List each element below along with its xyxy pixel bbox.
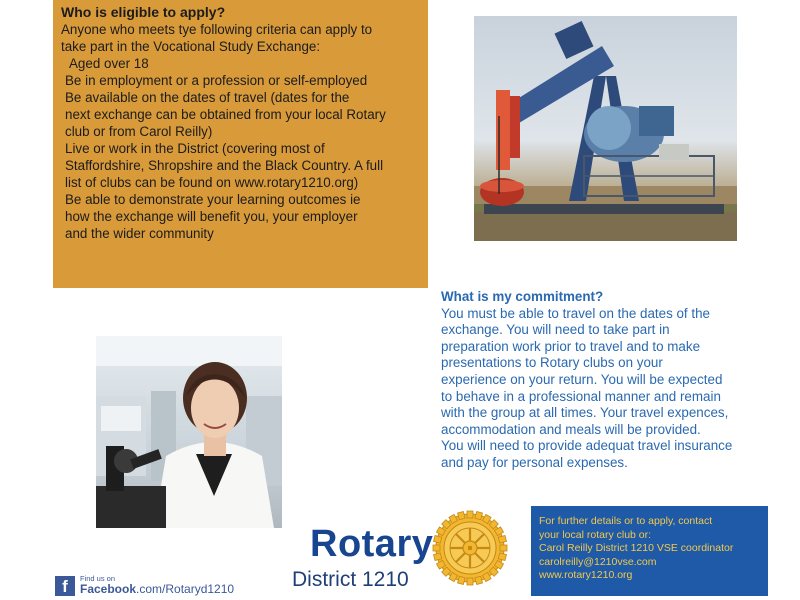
commitment-line: experience on your return. You will be expected xyxy=(441,371,723,387)
commitment-line: to behave in a professional manner and remain xyxy=(441,388,721,404)
contact-coordinator: Carol Reilly District 1210 VSE coordinator xyxy=(539,542,734,554)
commitment-line: accommodation and meals will be provided. xyxy=(441,421,701,437)
criteria-line: Staffordshire, Shropshire and the Black Country. A full xyxy=(65,158,384,173)
district-name: District 1210 xyxy=(292,568,409,591)
commitment-line: You will need to provide adequat travel insurance xyxy=(441,438,733,454)
wheel-tooth xyxy=(458,511,466,519)
wheel-tooth xyxy=(498,536,506,544)
criteria-line: Aged over 18 xyxy=(69,56,149,71)
facebook-path: .com/Rotaryd1210 xyxy=(136,582,235,596)
contact-email-link[interactable]: carolreilly@1210vse.com xyxy=(539,555,657,568)
commitment-line: and pay for personal expenses. xyxy=(441,454,628,470)
wheel-tooth xyxy=(475,511,483,519)
contact-line: your local rotary club or: xyxy=(539,528,652,541)
facebook-find-us: Find us on xyxy=(80,574,116,583)
commitment-line: You must be able to travel on the dates of the xyxy=(441,305,710,321)
scientist-illustration xyxy=(96,336,282,528)
criteria-line: Be in employment or a profession or self-employed xyxy=(65,73,368,88)
wheel-tooth xyxy=(458,576,466,584)
facebook-icon: f xyxy=(55,576,75,596)
commitment-line: exchange. You will need to take part in xyxy=(441,322,670,338)
criteria-line: Live or work in the District (covering most of xyxy=(65,141,325,156)
criteria-line: and the wider community xyxy=(65,226,214,241)
wheel-tooth xyxy=(433,545,440,551)
criteria-line: Be available on the dates of travel (dates for the xyxy=(65,90,350,105)
criteria-line: club or from Carol Reilly) xyxy=(65,124,213,139)
rotary-logo-text: Rotary xyxy=(310,523,434,565)
scientist-at-microscope-photo xyxy=(96,336,282,528)
eligibility-intro-line: take part in the Vocational Study Exchange: xyxy=(61,39,321,54)
facebook-url[interactable] xyxy=(80,582,234,596)
commitment-heading: What is my commitment? xyxy=(441,289,604,304)
commitment-section xyxy=(441,289,781,472)
wheel-tooth xyxy=(475,576,483,584)
wheel-tooth xyxy=(433,553,441,561)
wheel-tooth xyxy=(498,553,506,561)
contact-info-box xyxy=(531,506,768,596)
criteria-line: next exchange can be obtained from your local Rotary xyxy=(65,107,386,122)
contact-line: For further details or to apply, contact xyxy=(539,515,713,527)
commitment-line: preparation work prior to travel and to make xyxy=(441,338,701,354)
eligibility-section xyxy=(53,0,428,288)
criteria-line: Be able to demonstrate your learning outcomes ie xyxy=(65,192,361,207)
criteria-line: how the exchange will benefit you, your employer xyxy=(65,209,358,224)
wheel-tooth xyxy=(467,511,473,518)
criteria-line: list of clubs can be found on www.rotary1210.org) xyxy=(65,175,359,190)
commitment-line: presentations to Rotary clubs on your xyxy=(441,355,663,371)
wheel-tooth xyxy=(500,545,507,551)
facebook-site: Facebook xyxy=(80,582,137,596)
wheel-tooth xyxy=(433,536,441,544)
rotary-wheel-icon xyxy=(432,510,508,586)
eligibility-heading: Who is eligible to apply? xyxy=(61,4,226,20)
wheel-tooth xyxy=(467,578,473,585)
pump-jack-illustration xyxy=(474,16,737,241)
oil-pump-jack-photo xyxy=(474,16,737,241)
commitment-line: with the group at all times. Your travel expences, xyxy=(441,405,729,421)
eligibility-intro-line: Anyone who meets tye following criteria can apply to xyxy=(61,22,373,37)
contact-website-link[interactable]: www.rotary1210.org xyxy=(539,569,633,581)
